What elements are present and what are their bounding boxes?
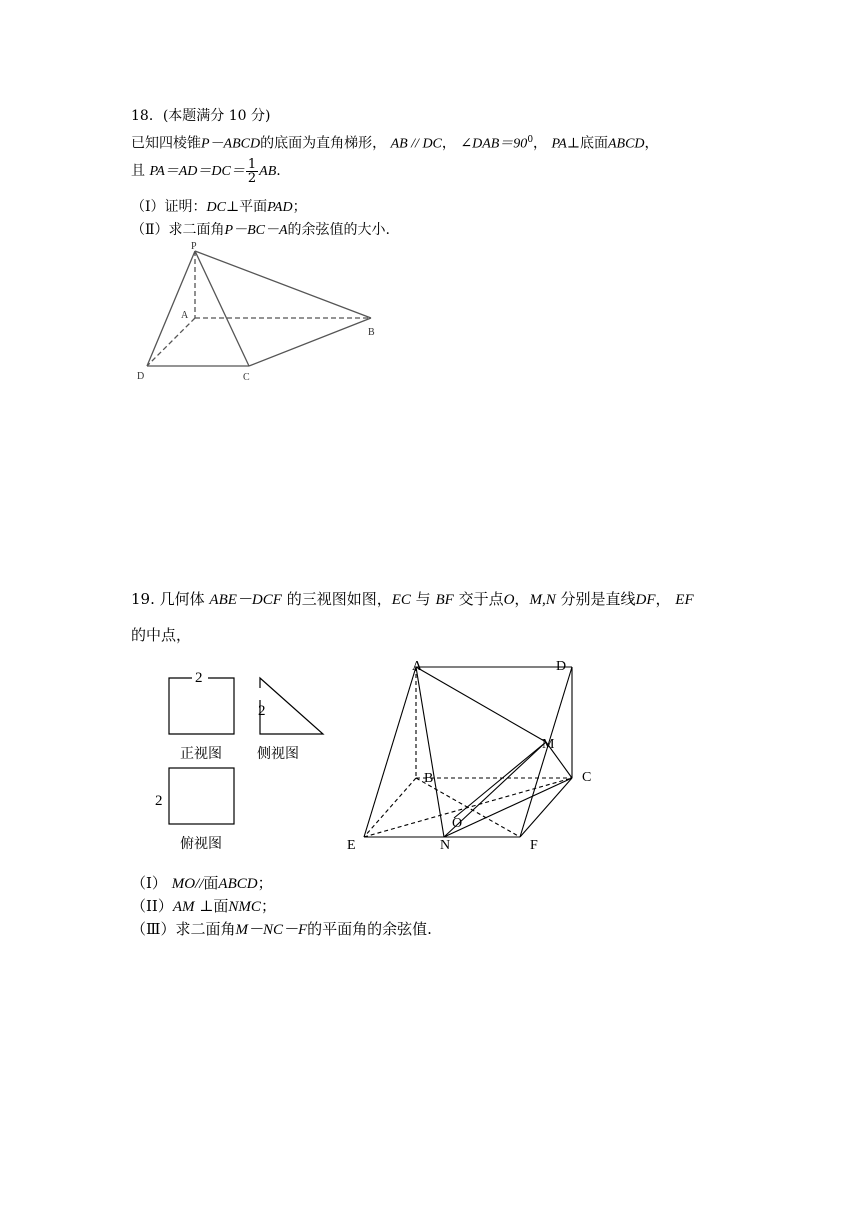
q19-math: DF — [635, 592, 656, 608]
q18-text: ⊥底面 — [566, 135, 608, 152]
q19-math: EC — [391, 592, 411, 608]
q19-math: , — [541, 592, 546, 608]
edge-am — [416, 667, 546, 742]
q18-text: （Ⅱ）求二面角 — [131, 222, 225, 238]
q19-math: ABCD — [218, 876, 258, 892]
q19-math: ABE－DCF — [209, 592, 282, 608]
q18-frac-den: 2 — [247, 170, 257, 186]
q19-math: // — [195, 876, 204, 892]
q18-statement-line1 — [131, 131, 659, 154]
q18-math: DC — [206, 200, 226, 215]
q18-math: ∠DAB＝90 — [460, 136, 528, 152]
q18-text: 已知四棱锥 — [131, 135, 201, 152]
q18-text: ， — [644, 135, 659, 152]
q18-frac-num: 1 — [247, 156, 257, 172]
q18-text: 且 — [131, 163, 145, 179]
q18-header: 18．(本题满分 10 分) — [131, 108, 271, 124]
edge-ae — [364, 667, 416, 837]
edge-an — [416, 667, 444, 837]
q18-text: ， — [533, 135, 548, 152]
top-view-square — [169, 768, 234, 824]
label-c: C — [582, 770, 592, 785]
q18-fraction — [246, 158, 258, 185]
q19-math: AM — [172, 899, 195, 915]
q19-part1 — [131, 874, 273, 893]
q19-math: M — [529, 592, 542, 608]
q19-text: ， — [514, 590, 530, 608]
label-f: F — [530, 838, 538, 853]
q18-text: 的底面为直角梯形， — [260, 135, 387, 152]
q18-text: ⊥平面 — [225, 199, 268, 215]
q19-math: N — [545, 592, 556, 608]
q19-solid-figure — [340, 650, 610, 860]
q18-pyramid-figure — [125, 238, 395, 388]
top-view-dimension: 2 — [155, 793, 163, 809]
q19-text: 交于点 — [458, 590, 504, 608]
q18-part1 — [131, 198, 307, 217]
label-a: A — [181, 310, 189, 321]
label-o: O — [452, 816, 463, 831]
q18-math: AB // DC — [390, 136, 442, 152]
q19-text: （II） — [131, 897, 173, 915]
label-e: E — [347, 838, 356, 853]
q19-text: ⊥面 — [199, 897, 229, 915]
q18-statement-line2 — [131, 156, 281, 187]
label-a: A — [412, 659, 423, 674]
q18-text: ； — [292, 199, 307, 215]
q18-math: P－ABCD — [201, 136, 261, 152]
q19-part3 — [131, 920, 432, 939]
label-b: B — [424, 771, 434, 786]
q19-math: EF — [675, 592, 694, 608]
q19-text: 分别是直线 — [560, 590, 636, 608]
side-view-caption: 侧视图 — [257, 747, 299, 762]
q18-math: PA — [551, 136, 567, 152]
q18-math: AB — [259, 164, 277, 179]
label-m: M — [542, 737, 555, 752]
edge-ec-hidden — [364, 778, 572, 837]
q19-text: ； — [257, 874, 273, 892]
q18-text: 的余弦值的大小. — [287, 222, 390, 238]
q19-math: O — [503, 592, 515, 608]
edge-om — [454, 742, 546, 818]
q18-math: P－BC－A — [224, 223, 288, 238]
front-view-square — [169, 678, 234, 734]
edge-nc — [444, 778, 572, 837]
q19-statement-line2: 的中点， — [131, 626, 192, 644]
edge-ad-hidden — [147, 318, 195, 366]
label-b: B — [368, 327, 375, 338]
q19-text: （Ⅲ）求二面角 — [131, 920, 236, 938]
label-d: D — [137, 371, 145, 382]
edge-pd — [147, 251, 195, 366]
q19-text: ， — [655, 590, 671, 608]
q19-text: ； — [260, 897, 276, 915]
front-view-caption: 正视图 — [180, 747, 222, 762]
q19-part2 — [131, 897, 276, 916]
q18-degree-sup: 0 — [527, 135, 534, 145]
q18-text: （Ⅰ）证明： — [131, 199, 207, 215]
q19-text: 的三视图如图， — [286, 590, 392, 608]
q19-math: MO — [171, 876, 196, 892]
q19-math: M－NC－F — [235, 922, 308, 938]
label-n: N — [440, 838, 451, 853]
q18-math: PA＝AD＝DC＝ — [149, 164, 245, 179]
side-view-triangle — [260, 678, 323, 734]
front-view-dimension: 2 — [195, 670, 203, 686]
q18-text: . — [276, 163, 281, 179]
edge-df — [520, 667, 572, 837]
edge-cb — [249, 318, 371, 366]
q18-math: PAD — [267, 200, 293, 215]
label-c: C — [243, 372, 250, 383]
label-p: P — [191, 241, 197, 252]
q18-math: ABCD — [607, 136, 645, 152]
edge-fc — [520, 778, 572, 837]
edge-be-hidden — [364, 778, 416, 837]
q19-math: BF — [435, 592, 454, 608]
q19-text: 的平面角的余弦值. — [307, 920, 432, 938]
label-d: D — [556, 659, 567, 674]
q18-text: ， — [441, 135, 456, 152]
top-view-caption: 俯视图 — [180, 837, 222, 852]
side-view-dimension: 2 — [258, 703, 266, 719]
q19-text: （I） — [131, 874, 167, 892]
q19-three-views — [150, 660, 340, 860]
q19-text: 19. 几何体 — [131, 590, 205, 608]
q19-math: NMC — [228, 899, 261, 915]
q19-statement-line1 — [131, 590, 694, 609]
q19-text: 面 — [203, 874, 219, 892]
q19-text: 与 — [415, 590, 431, 608]
